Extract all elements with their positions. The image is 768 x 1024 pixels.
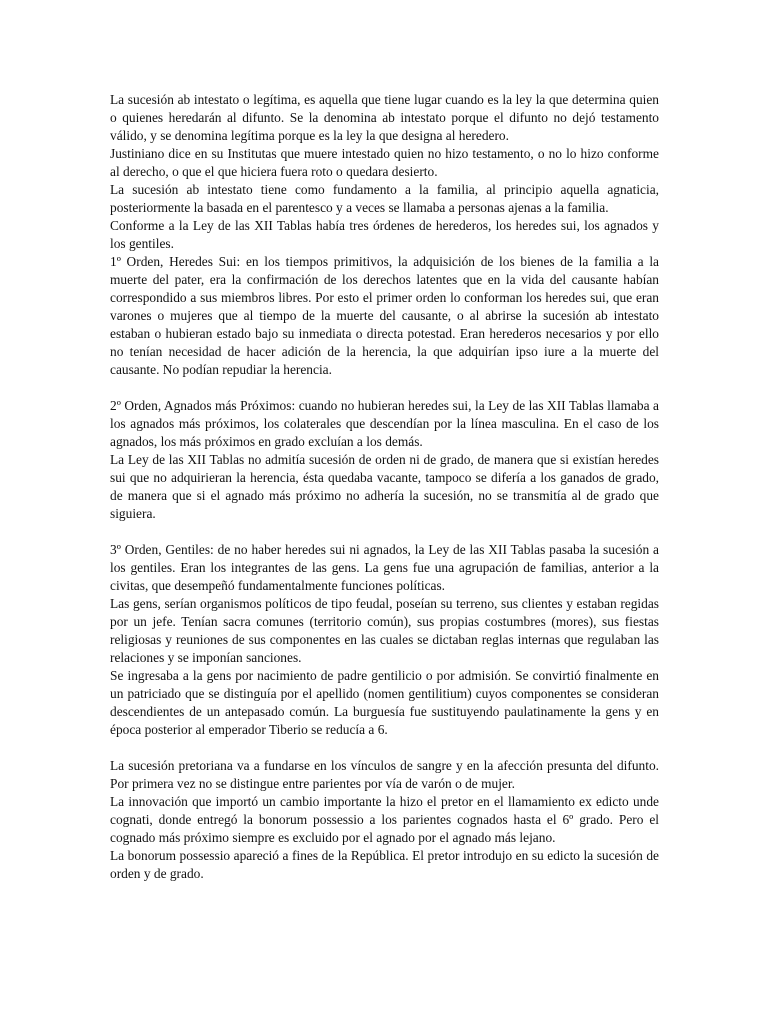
paragraph-fundamento: La sucesión ab intestato tiene como fundamento a la familia, al principio aquella agnaticia, posteriormente la basada en el parentesco y a veces se llamaba a personas ajenas a la familia.: [110, 182, 659, 215]
paragraph-definition: La sucesión ab intestato o legítima, es aquella que tiene lugar cuando es la ley la que determina quien o quienes heredarán al difunto. Se la denomina ab intestato porque el difunto no dejó testamento válido, y se denomina legítima porque es la ley la que designa al heredero.: [110, 92, 659, 143]
paragraph-sucesion-pretoriana: La sucesión pretoriana va a fundarse en los vínculos de sangre y en la afección presunta del difunto. Por primera vez no se distingue entre parientes por vía de varón o de mujer.: [110, 758, 659, 791]
paragraph-innovacion: La innovación que importó un cambio importante la hizo el pretor en el llamamiento ex edicto unde cognati, donde entregó la bonorum possessio a los parientes cognados hasta el 6º grado. Pero el cognado más próximo siempre es excluido por el agnado por el agnado más lejano.: [110, 794, 659, 845]
paragraph-ingreso-gens: Se ingresaba a la gens por nacimiento de padre gentilicio o por admisión. Se convirtió finalmente en un patriciado que se distinguía por el apellido (nomen gentilitium) cuyos componentes se consideran descendientes de un antepasado común. La burguesía fue sustituyendo paulatinamente la gens y en época posterior al emperador Tiberio se reducía a 6.: [110, 668, 659, 737]
paragraph-ley-xii-tablas: La Ley de las XII Tablas no admitía sucesión de orden ni de grado, de manera que si existían heredes sui que no adquirieran la herencia, ésta quedaba vacante, tampoco se difería a los ganados de grado, de manera que si el agnado más próximo no adhería la sucesión, no se transmitía al de grado que siguiera.: [110, 452, 659, 521]
paragraph-las-gens: Las gens, serían organismos políticos de tipo feudal, poseían su terreno, sus clientes y estaban regidas por un jefe. Tenían sacra comunes (territorio común), sus propias costumbres (mores), sus fiestas religiosas y reuniones de sus componentes en las cuales se dictaban reglas internas que regulaban las relaciones y se imponían sanciones.: [110, 596, 659, 665]
document-page: [110, 91, 659, 883]
paragraph-bonorum-possessio: La bonorum possessio apareció a fines de la República. El pretor introdujo en su edicto la sucesión de orden y de grado.: [110, 848, 659, 881]
paragraph-ordenes: Conforme a la Ley de las XII Tablas había tres órdenes de herederos, los heredes sui, los agnados y los gentiles.: [110, 218, 659, 251]
paragraph-tercer-orden: 3º Orden, Gentiles: de no haber heredes sui ni agnados, la Ley de las XII Tablas pasaba la sucesión a los gentiles. Eran los integrantes de las gens. La gens fue una agrupación de familias, anterior a la civitas, que desempeñó fundamentalmente funciones políticas.: [110, 542, 659, 593]
paragraph-primer-orden: 1º Orden, Heredes Sui: en los tiempos primitivos, la adquisición de los bienes de la familia a la muerte del pater, era la confirmación de los derechos latentes que en la vida del causante habían correspondido a sus miembros libres. Por esto el primer orden lo conforman los heredes sui, que eran varones o mujeres que al tiempo de la muerte del causante, o al abrirse la sucesión ab intestato estaban o hubieran estado bajo su inmediata o directa potestad. Eran herederos necesarios y por ello no tenían necesidad de hacer adición de la herencia, la que adquirían ipso iure a la muerte del causante. No podían repudiar la herencia.: [110, 254, 659, 377]
paragraph-justiniano: Justiniano dice en su Institutas que muere intestado quien no hizo testamento, o no lo hizo conforme al derecho, o que el que hiciera fuera roto o quedara desierto.: [110, 146, 659, 179]
paragraph-segundo-orden: 2º Orden, Agnados más Próximos: cuando no hubieran heredes sui, la Ley de las XII Tablas llamaba a los agnados más próximos, los colaterales que descendían por la línea masculina. En el caso de los agnados, los más próximos en grado excluían a los demás.: [110, 398, 659, 449]
